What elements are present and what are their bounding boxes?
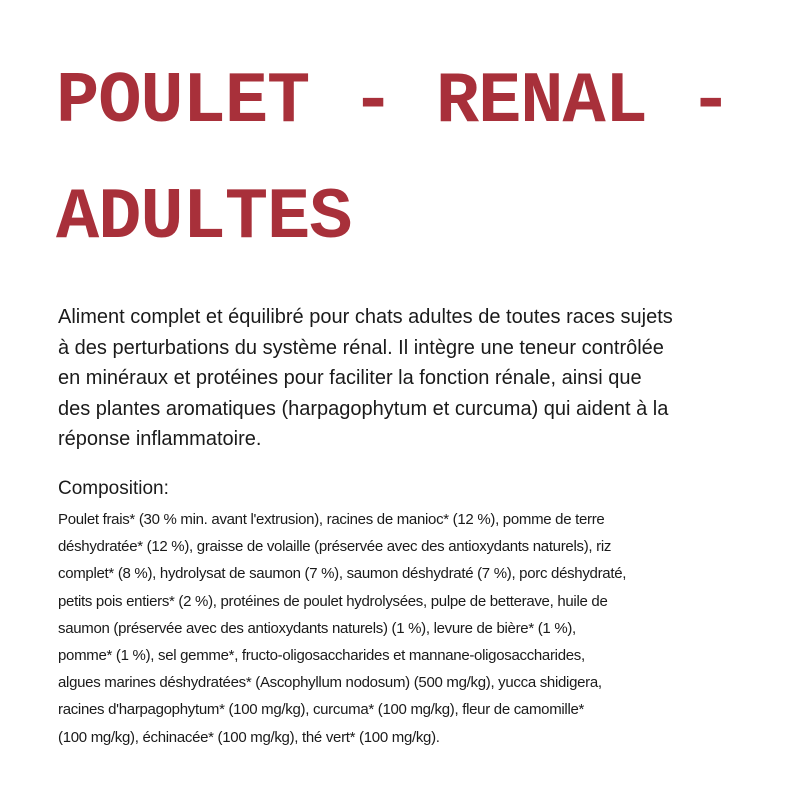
product-description	[58, 302, 758, 455]
description-line: en minéraux et protéines pour faciliter la fonction rénale, ainsi que	[58, 367, 642, 389]
description-line: Aliment complet et équilibré pour chats adultes de toutes races sujets	[58, 306, 673, 328]
composition-text	[58, 506, 758, 751]
title-line: POULET - RENAL -	[56, 61, 732, 143]
composition-line: petits pois entiers* (2 %), protéines de poulet hydrolysées, pulpe de betterave, huile de	[58, 592, 608, 610]
composition-line: algues marines déshydratées* (Ascophyllum nodosum) (500 mg/kg), yucca shidigera,	[58, 674, 602, 692]
title-line: ADULTES	[56, 177, 352, 259]
composition-line: saumon (préservée avec des antioxydants naturels) (1 %), levure de bière* (1 %),	[58, 619, 576, 637]
composition-line: déshydratée* (12 %), graisse de volaille (préservée avec des antioxydants naturels), riz	[58, 538, 612, 556]
description-line: des plantes aromatiques (harpagophytum et curcuma) qui aident à la	[58, 397, 669, 420]
product-title	[56, 44, 776, 276]
composition-line: Poulet frais* (30 % min. avant l'extrusion), racines de manioc* (12 %), pomme de terre	[58, 511, 605, 528]
composition-line: racines d'harpagophytum* (100 mg/kg), curcuma* (100 mg/kg), fleur de camomille*	[58, 701, 585, 719]
composition-line: complet* (8 %), hydrolysat de saumon (7 %), saumon déshydraté (7 %), porc déshydraté,	[58, 565, 627, 583]
composition-line: (100 mg/kg), échinacée* (100 mg/kg), thé vert* (100 mg/kg).	[58, 728, 440, 746]
composition-heading: Composition:	[58, 478, 169, 499]
description-line: réponse inflammatoire.	[58, 428, 262, 450]
composition-line: pomme* (1 %), sel gemme*, fructo-oligosaccharides et mannane-oligosaccharides,	[58, 647, 585, 665]
description-line: à des perturbations du système rénal. Il intègre une teneur contrôlée	[58, 336, 664, 359]
